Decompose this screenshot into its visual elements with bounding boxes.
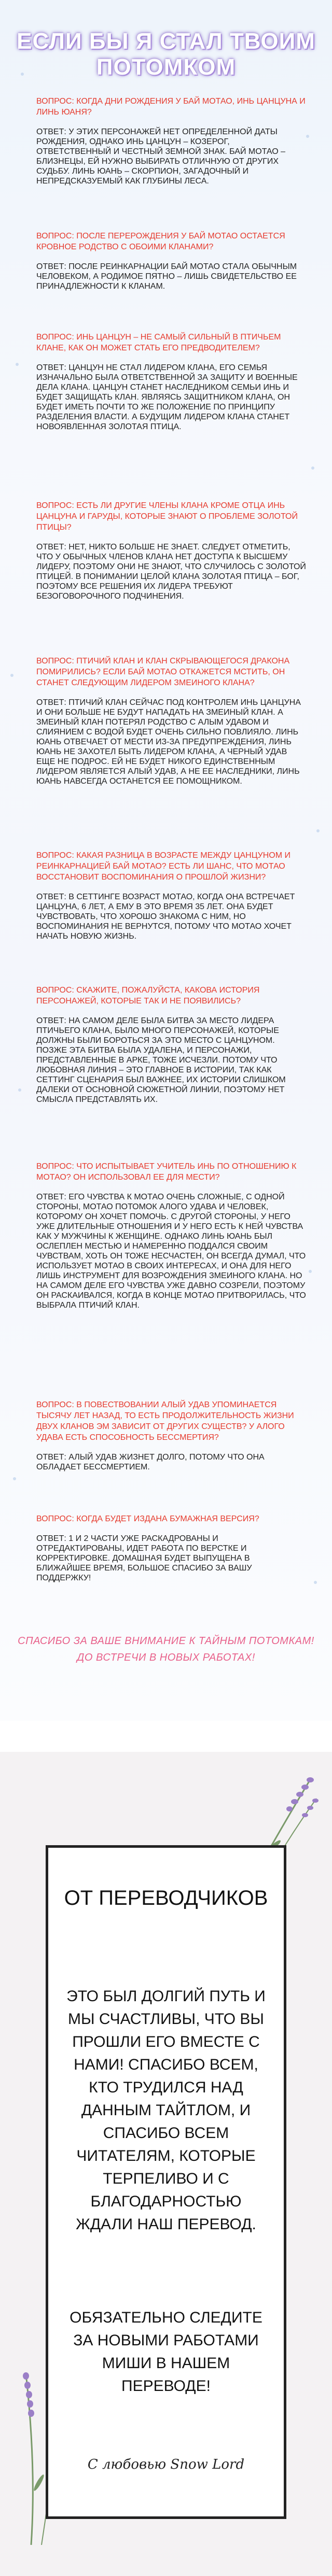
question-text: ВОПРОС: КОГДА ДНИ РОЖДЕНИЯ У БАЙ МОТАО, ИНЬ ЦАНЦУНА И ЛИНЬ ЮАНЯ? (36, 97, 306, 117)
question-text: ВОПРОС: КАКАЯ РАЗНИЦА В ВОЗРАСТЕ МЕЖДУ ЦАНЦУНОМ И РЕИНКАРНАЦИЕЙ БАЙ МОТАО? ЕСТЬ ЛИ ШАНС, ЧТО МОТАО ВОССТАНОВИТ ВОСПОМИНАНИЯ О ПРОШЛОЙ ЖИЗНИ? (36, 851, 290, 882)
question-text: ВОПРОС: ПОСЛЕ ПЕРЕРОЖДЕНИЯ У БАЙ МОТАО ОСТАЕТСЯ КРОВНОЕ РОДСТВО С ОБОИМИ КЛАНАМИ? (36, 232, 285, 251)
answer-text: ОТВЕТ: ПТИЧИЙ КЛАН СЕЙЧАС ПОД КОНТРОЛЕМ ИНЬ ЦАНЦУНА И ОНИ БОЛЬШЕ НЕ БУДУТ НАПАДАТЬ НА ЗМЕИНЫЙ КЛАН. А ЗМЕИНЫЙ КЛАН ПОТЕРЯЛ РОДСТВО С АЛЫМ УДАВОМ И СЛИЯНИЕМ С ВОДОЙ БУДЕТ ОЧЕНЬ СИЛЬНО ПОВЛИЯЛО. ЛИНЬ ЮАНЬ ОТВЕЧАЕТ ОТ МЕСТИ ИЗ-ЗА ПРЕДУПРЕЖДЕНИЯ, ЛИНЬ ЮАНЬ НЕ ЗАХОТЕЛ БЫТЬ ЛИДЕРОМ КЛАНА, А ЧЕРНЫЙ УДАВ ЕЩЕ НЕ ПОДРОС. ЕЙ НЕ БУДЕТ НИКОГО ЕДИНСТВЕННЫМ ЛИДЕРОМ ЯВЛЯЕТСЯ АЛЫЙ УДАВ, А НЕ ЕЕ НАСЛЕДНИКИ, ЛИНЬ ЮАНЬ НАВСЕГДА ОСТАНЕТСЯ ЕЕ ПОМОЩНИКОМ. (36, 698, 301, 786)
translators-title: ОТ ПЕРЕВОДЧИКОВ (64, 1887, 268, 1909)
question-text: ВОПРОС: ЕСТЬ ЛИ ДРУГИЕ ЧЛЕНЫ КЛАНА КРОМЕ ОТЦА ИНЬ ЦАНЦУНА И ГАРУДЫ, КОТОРЫЕ ЗНАЮТ О ПРОБЛЕМЕ ЗОЛОТОЙ ПТИЦЫ? (36, 501, 298, 532)
qa-item-9 (36, 1399, 306, 1474)
translators-note: ОБЯЗАТЕЛЬНО СЛЕДИТЕ ЗА НОВЫМИ РАБОТАМИ МИШИ В НАШЕМ ПЕРЕВОДЕ! (70, 2309, 262, 2395)
qa-item-2 (36, 231, 306, 293)
question-text: ВОПРОС: ПТИЧИЙ КЛАН И КЛАН СКРЫВАЮЩЕГОСЯ ДРАКОНА ПОМИРИЛИСЬ? ЕСЛИ БАЙ МОТАО ОТКАЖЕТСЯ МСТИТЬ, ОН СТАНЕТ СЛЕДУЮЩИМ ЛИДЕРОМ ЗМЕИНОГО КЛАНА? (36, 657, 290, 687)
qa-item-7 (36, 985, 306, 1107)
answer-text: ОТВЕТ: В СЕТТИНГЕ ВОЗРАСТ МОТАО, КОГДА ОНА ВСТРЕЧАЕТ ЦАНЦУНА, 6 ЛЕТ, А ЕМУ В ЭТО ВРЕМЯ 35 ЛЕТ. ОНА БУДЕТ ЧУВСТВОВАТЬ, ЧТО ХОРОШО ЗНАКОМА С НИМ, НО ВОСПОМИНАНИЯ НЕ ВЕРНУТСЯ, ПОТОМУ ЧТО МОТАО ХОЧЕТ НАЧАТЬ НОВУЮ ЖИЗНЬ. (36, 893, 295, 941)
question-text: ВОПРОС: В ПОВЕСТВОВАНИИ АЛЫЙ УДАВ УПОМИНАЕТСЯ ТЫСЯЧУ ЛЕТ НАЗАД, ТО ЕСТЬ ПРОДОЛЖИТЕЛЬНОСТЬ ЖИЗНИ ДВУХ КЛАНОВ ЭМ ЗАВИСИТ ОТ ДРУГИХ СУЩЕСТВ? У АЛОГО УДАВА ЕСТЬ СПОСОБНОСТЬ БЕССМЕРТИЯ? (36, 1400, 294, 1442)
qa-item-8 (36, 1161, 306, 1312)
translators-message: ЭТО БЫЛ ДОЛГИЙ ПУТЬ И МЫ СЧАСТЛИВЫ, ЧТО ВЫ ПРОШЛИ ЕГО ВМЕСТЕ С НАМИ! СПАСИБО ВСЕМ, КТО ТРУДИЛСЯ НАД ДАННЫМ ТАЙТЛОМ, И СПАСИБО ВСЕМ ЧИТАТЕЛЯМ, КОТОРЫЕ ТЕРПЕЛИВО И С БЛАГОДАРНОСТЬЮ ЖДАЛИ НАШ ПЕРЕВОД. (66, 1988, 266, 2233)
qa-item-5 (36, 656, 306, 788)
answer-text: ОТВЕТ: ЦАНЦУН НЕ СТАЛ ЛИДЕРОМ КЛАНА, ЕГО СЕМЬЯ ИЗНАЧАЛЬНО БЫЛА ОТВЕТСТВЕННОЙ ЗА ЗАЩИТУ И ВОЕННЫЕ ДЕЛА КЛАНА. ЦАНЦУН СТАНЕТ НАСЛЕДНИКОМ СЕМЬИ ИНЬ И БУДЕТ ЗАЩИЩАТЬ КЛАН. ЯВЛЯЯСЬ ЗАЩИТНИКОМ КЛАНА, ОН БУДЕТ ИМЕТЬ ПОЧТИ ТО ЖЕ ПОЛОЖЕНИЕ ПО ПРИНЦИПУ РАЗДЕЛЕНИЯ ВЛАСТИ. А БУДУЩИМ ЛИДЕРОМ КЛАНА СТАНЕТ НОВОЯВЛЕННАЯ ЗОЛОТАЯ ПТИЦА. (36, 363, 298, 431)
thanks-line-2: ДО ВСТРЕЧИ В НОВЫХ РАБОТАХ! (77, 1652, 255, 1663)
answer-text: ОТВЕТ: АЛЫЙ УДАВ ЖИЗНЕТ ДОЛГО, ПОТОМУ ЧТО ОНА ОБЛАДАЕТ БЕССМЕРТИЕМ. (36, 1453, 265, 1471)
section-divider (0, 1721, 332, 1752)
thanks-line-1: СПАСИБО ЗА ВАШЕ ВНИМАНИЕ К ТАЙНЫМ ПОТОМКАМ! (18, 1635, 314, 1647)
translators-signature: С любовью Snow Lord (87, 2457, 245, 2472)
qa-item-4 (36, 500, 306, 603)
page-title: ЕСЛИ БЫ Я СТАЛ ТВОИМ ПОТОМКОМ (17, 29, 315, 80)
question-text: ВОПРОС: СКАЖИТЕ, ПОЖАЛУЙСТА, КАКОВА ИСТОРИЯ ПЕРСОНАЖЕЙ, КОТОРЫЕ ТАК И НЕ ПОЯВИЛИСЬ? (36, 986, 260, 1006)
qa-item-1 (36, 96, 306, 188)
answer-text: ОТВЕТ: ПОСЛЕ РЕИНКАРНАЦИИ БАЙ МОТАО СТАЛА ОБЫЧНЫМ ЧЕЛОВЕКОМ, А РОДИМОЕ ПЯТНО – ЛИШЬ СВИДЕТЕЛЬСТВО ЕЕ ПРИНАДЛЕЖНОСТИ К КЛАНАМ. (36, 262, 297, 291)
answer-text: ОТВЕТ: 1 И 2 ЧАСТИ УЖЕ РАСКАДРОВАНЫ И ОТРЕДАКТИРОВАНЫ, ИДЕТ РАБОТА ПО ВЕРСТКЕ И КОРРЕКТИРОВКЕ. ДОМАШНАЯ БУДЕТ ВЫПУЩЕНА В БЛИЖАЙШЕЕ ВРЕМЯ, БОЛЬШОЕ СПАСИБО ЗА ВАШУ ПОДДЕРЖКУ! (36, 1534, 252, 1582)
qa-item-3 (36, 332, 306, 434)
answer-text: ОТВЕТ: У ЭТИХ ПЕРСОНАЖЕЙ НЕТ ОПРЕДЕЛЕННОЙ ДАТЫ РОЖДЕНИЯ, ОДНАКО ИНЬ ЦАНЦУН – КОЗЕРОГ, ОТВЕТСТВЕННЫЙ И ЧЕСТНЫЙ ЗЕМНОЙ ЗНАК. БАЙ МОТАО – БЛИЗНЕЦЫ, ЕЙ НУЖНО ВЫБИРАТЬ ОТЛИЧНУЮ ОТ ДРУГИХ СУДЬБУ. ЛИНЬ ЮАНЬ – СКОРПИОН, ЗАГАДОЧНЫЙ И НЕПРЕДСКАЗУЕМЫЙ КАК ГЛУБИНЫ ЛЕСА. (36, 128, 286, 186)
qa-item-6 (36, 850, 306, 943)
answer-text: ОТВЕТ: НЕТ, НИКТО БОЛЬШЕ НЕ ЗНАЕТ. СЛЕДУЕТ ОТМЕТИТЬ, ЧТО У ОБЫЧНЫХ ЧЛЕНОВ КЛАНА НЕТ ДОСТУПА К ВЫСШЕМУ ЛИДЕРУ, ПОЭТОМУ ОНИ НЕ ЗНАЮТ, ЧТО СЛУЧИЛОСЬ С ЗОЛОТОЙ ПТИЦЕЙ. В ПОНИМАНИИ ЦЕЛОЙ КЛАНА ЗОЛОТАЯ ПТИЦА – БОГ, ПОЭТОМУ ВСЕ РЕШЕНИЯ ИХ ЛИДЕРА ТРЕБУЮТ БЕЗОГОВОРОЧНОГО ПОДЧИНЕНИЯ. (36, 543, 306, 601)
answer-text: ОТВЕТ: НА САМОМ ДЕЛЕ БЫЛА БИТВА ЗА МЕСТО ЛИДЕРА ПТИЧЬЕГО КЛАНА, БЫЛО МНОГО ПЕРСОНАЖЕЙ, КОТОРЫЕ ДОЛЖНЫ БЫЛИ БОРОТЬСЯ ЗА ЭТО МЕСТО С ЦАНЦУНОМ. ПОЗЖЕ ЭТА БИТВА БЫЛА УДАЛЕНА, И ПЕРСОНАЖИ, ПРЕДСТАВЛЕННЫЕ В АРКЕ, ТОЖЕ ИСЧЕЗЛИ. ПОТОМУ ЧТО ЛЮБОВНАЯ ЛИНИЯ – ЭТО ГЛАВНОЕ В ИСТОРИИ, ТАК КАК СЕТТИНГ СЦЕНАРИЯ БЫЛ ВАЖНЕЕ, ИХ ИСТОРИИ СЛИШКОМ ДАЛЕКИ ОТ ОСНОВНОЙ СЮЖЕТНОЙ ЛИНИИ, ПОЭТОМУ НЕТ СМЫСЛА ПРЕДСТАВЛЯТЬ ИХ. (36, 1016, 286, 1104)
question-text: ВОПРОС: ЧТО ИСПЫТЫВАЕТ УЧИТЕЛЬ ИНЬ ПО ОТНОШЕНИЮ К МОТАО? ОН ИСПОЛЬЗОВАЛ ЕЕ ДЛЯ МЕСТИ? (36, 1162, 297, 1182)
thanks-banner (0, 1633, 332, 1666)
question-text: ВОПРОС: КОГДА БУДЕТ ИЗДАНА БУМАЖНАЯ ВЕРСИЯ? (36, 1515, 259, 1523)
answer-text: ОТВЕТ: ЕГО ЧУВСТВА К МОТАО ОЧЕНЬ СЛОЖНЫЕ, С ОДНОЙ СТОРОНЫ, МОТАО ПОТОМОК АЛОГО УДАВА И ЧЕЛОВЕК, КОТОРОМУ ОН ХОЧЕТ ПОМОЧЬ. С ДРУГОЙ СТОРОНЫ, У НЕГО УЖЕ ДЛИТЕЛЬНЫЕ ОТНОШЕНИЯ И У НЕГО ЕСТЬ К НЕЙ ЧУВСТВА КАК У МУЖЧИНЫ К ЖЕНЩИНЕ. ОДНАКО ЛИНЬ ЮАНЬ БЫЛ ОСЛЕПЛЕН МЕСТЬЮ И НАМЕРЕННО ПОДДАЛСЯ СВОИМ ЧУВСТВАМ, ХОТЬ ОН ТОЖЕ НЕСЧАСТЕН, ОН ВСЕГДА ДУМАЛ, ЧТО ИСПОЛЬЗУЕТ МОТАО В СВОИХ ИНТЕРЕСАХ, И ОНА ДЛЯ НЕГО ЛИШЬ ИНСТРУМЕНТ ДЛЯ ВОЗРОЖДЕНИЯ ЗМЕИНОГО КЛАНА. НО НА САМОМ ДЕЛЕ ЕГО ЧУВСТВА УЖЕ ДАВНО СОЗРЕЛИ, ПОЭТОМУ ОН РАСКАИВАЛСЯ, КОГДА В КОНЦЕ МОТАО ПРИТВОРИЛАСЬ, ЧТО ВЫБРАЛА ПТИЧИЙ КЛАН. (36, 1193, 306, 1310)
qa-item-10 (36, 1513, 306, 1585)
question-text: ВОПРОС: ИНЬ ЦАНЦУН – НЕ САМЫЙ СИЛЬНЫЙ В ПТИЧЬЕМ КЛАНЕ, КАК ОН МОЖЕТ СТАТЬ ЕГО ПРЕДВОДИТЕЛЕМ? (36, 333, 281, 352)
